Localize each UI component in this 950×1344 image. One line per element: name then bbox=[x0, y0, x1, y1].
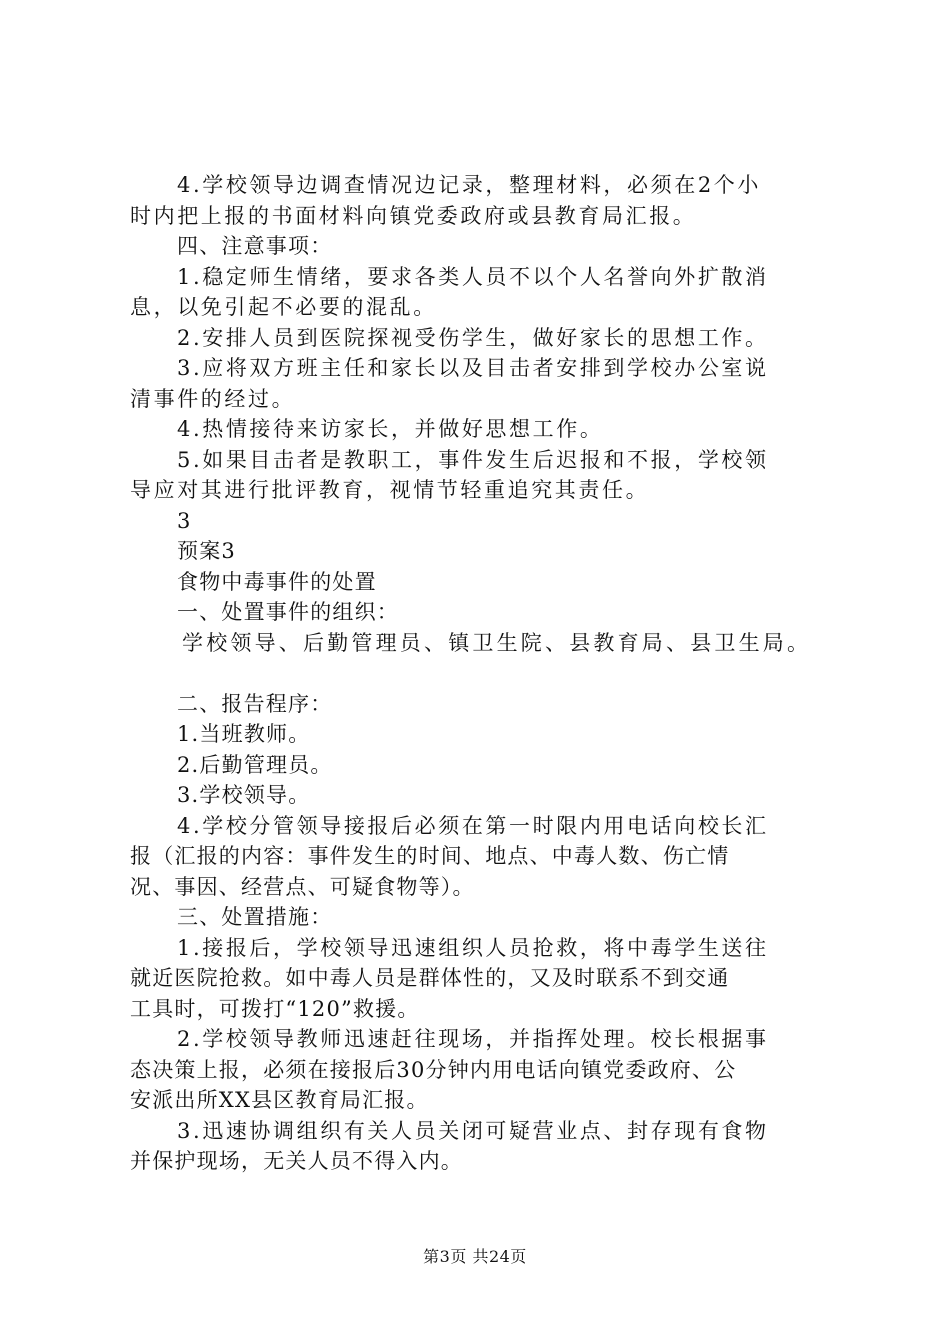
plan-subtitle: 食物中毒事件的处置 bbox=[177, 569, 377, 594]
paragraph-line: 1.稳定师生情绪，要求各类人员不以个人名誉向外扩散消 bbox=[177, 264, 769, 289]
paragraph-line: 3.应将双方班主任和家长以及目击者安排到学校办公室说 bbox=[177, 356, 769, 380]
list-item: 2.后勤管理员。 bbox=[177, 752, 333, 777]
list-item: 3.学校领导。 bbox=[177, 783, 311, 807]
paragraph-line: 况、事因、经营点、可疑食物等）。 bbox=[130, 874, 475, 899]
page-marker: 3 bbox=[177, 508, 192, 533]
paragraph-line: 2.学校领导教师迅速赶往现场，并指挥处理。校长根据事 bbox=[177, 1027, 769, 1051]
paragraph-line: 报（汇报的内容：事件发生的时间、地点、中毒人数、伤亡情 bbox=[130, 844, 730, 868]
paragraph-line: 学校领导、后勤管理员、镇卫生院、县教育局、县卫生局。 bbox=[182, 630, 812, 655]
paragraph-line: 就近医院抢救。如中毒人员是群体性的，又及时联系不到交通 bbox=[130, 966, 730, 990]
paragraph-line: 息，以免引起不必要的混乱。 bbox=[130, 295, 437, 319]
blank-line bbox=[130, 658, 838, 689]
section-heading: 三、处置措施： bbox=[177, 905, 333, 929]
paragraph-line: 清事件的经过。 bbox=[130, 386, 296, 411]
document-body bbox=[130, 170, 838, 1177]
list-item: 1.当班教师。 bbox=[177, 722, 311, 746]
paragraph-line: 4.热情接待来访家长，并做好思想工作。 bbox=[177, 417, 604, 441]
paragraph-line: 4.学校领导边调查情况边记录，整理材料，必须在2个小 bbox=[177, 173, 761, 197]
paragraph-line: 4.学校分管领导接报后必须在第一时限内用电话向校长汇 bbox=[177, 813, 769, 838]
paragraph-line: 2.安排人员到医院探视受伤学生，做好家长的思想工作。 bbox=[177, 325, 769, 350]
section-heading: 一、处置事件的组织： bbox=[177, 600, 399, 624]
paragraph-line: 工具时，可拨打“120”救援。 bbox=[130, 996, 420, 1021]
paragraph-line: 时内把上报的书面材料向镇党委政府或县教育局汇报。 bbox=[130, 203, 697, 228]
paragraph-line: 并保护现场，无关人员不得入内。 bbox=[130, 1149, 463, 1173]
plan-title: 预案3 bbox=[177, 539, 236, 563]
paragraph-line: 导应对其进行批评教育，视情节轻重追究其责任。 bbox=[130, 478, 650, 502]
paragraph-line: 1.接报后，学校领导迅速组织人员抢救，将中毒学生送往 bbox=[177, 935, 769, 960]
paragraph-line: 态决策上报，必须在接报后30分钟内用电话向镇党委政府、公 bbox=[130, 1057, 737, 1082]
page-footer: 第3页 共24页 bbox=[423, 1247, 527, 1266]
paragraph-line: 安派出所XX县区教育局汇报。 bbox=[130, 1088, 429, 1112]
paragraph-line: 5.如果目击者是教职工，事件发生后迟报和不报，学校领 bbox=[177, 447, 769, 472]
section-heading: 二、报告程序： bbox=[177, 691, 333, 716]
paragraph-line: 3.迅速协调组织有关人员关闭可疑营业点、封存现有食物 bbox=[177, 1118, 769, 1143]
section-heading: 四、注意事项： bbox=[177, 234, 333, 258]
